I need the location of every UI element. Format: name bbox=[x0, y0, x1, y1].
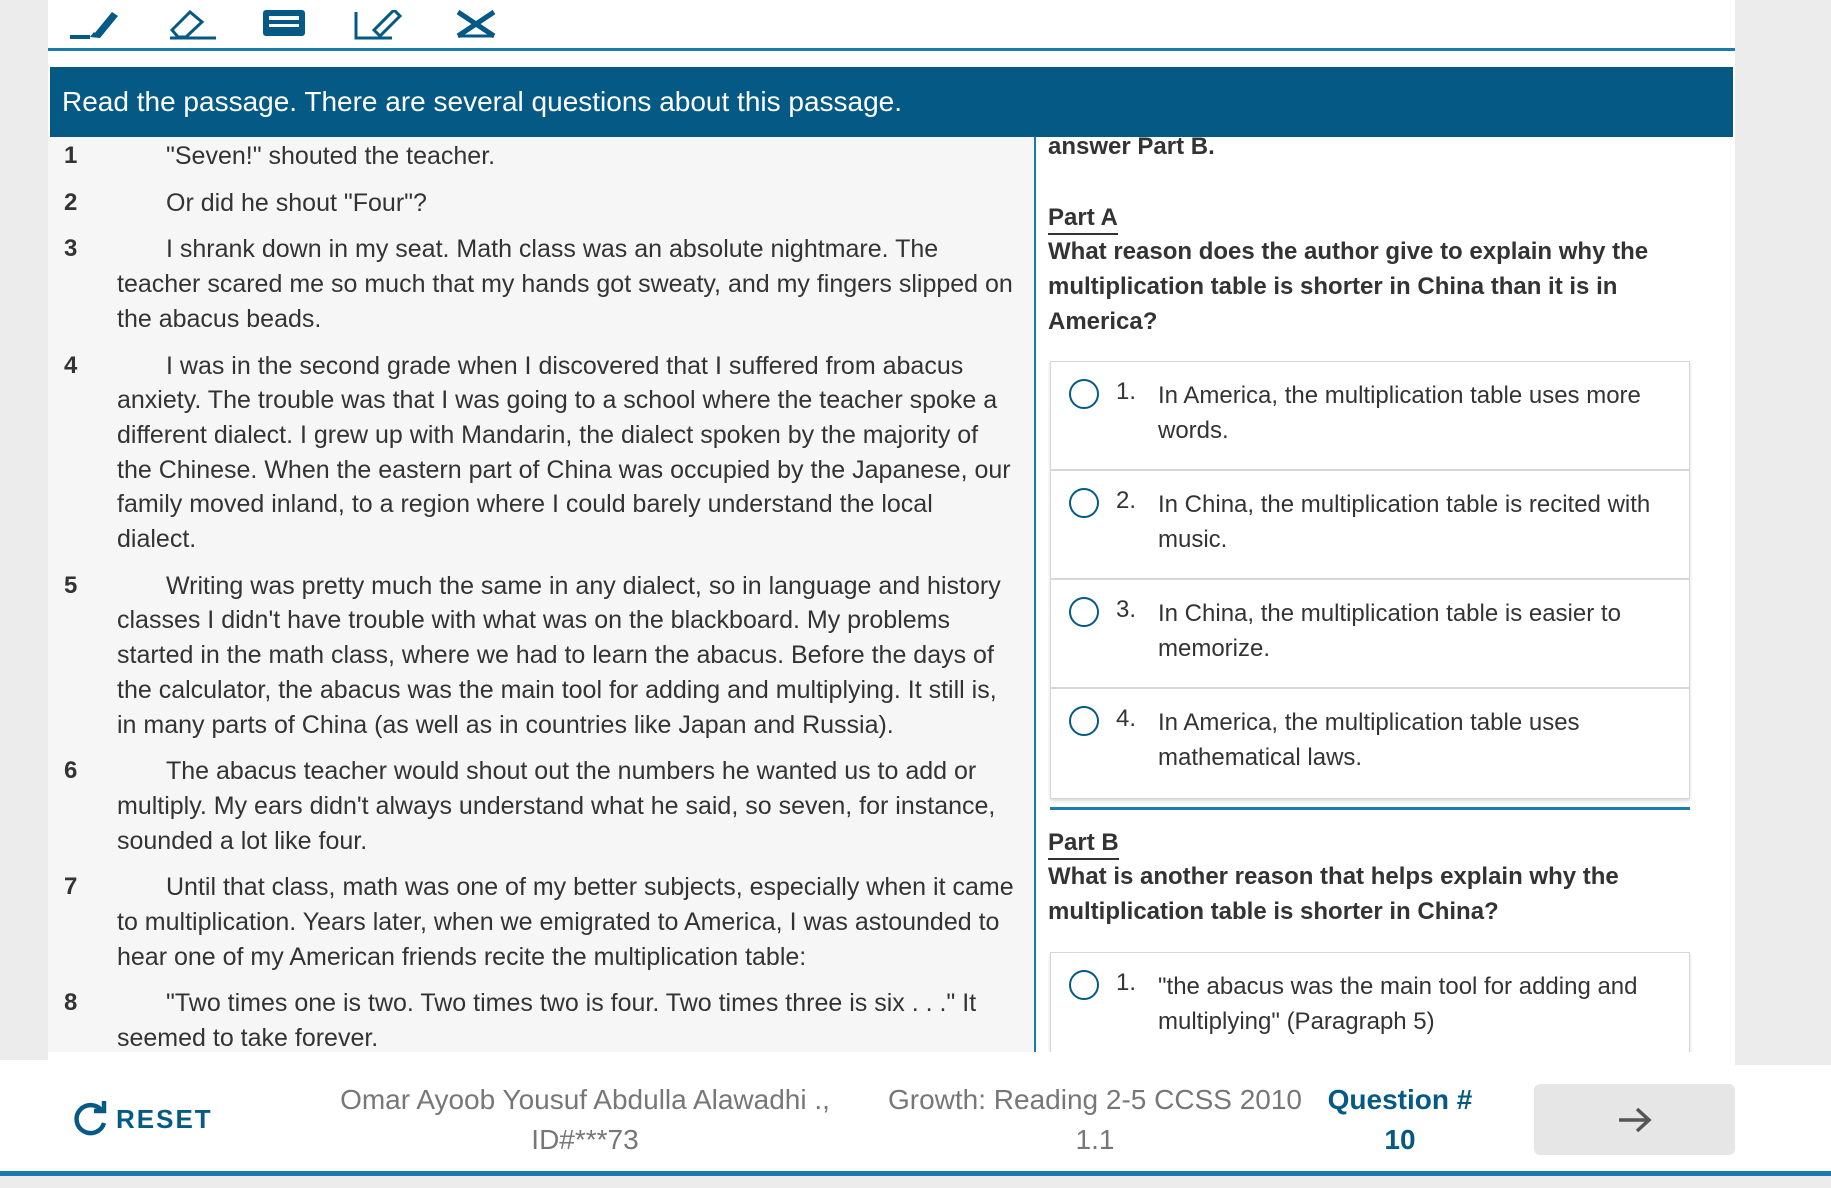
right-gutter bbox=[1735, 0, 1831, 1188]
radio-button[interactable] bbox=[1069, 379, 1099, 409]
paragraph-line: started in the math class, where we had to learn the abacus. Before the days of bbox=[117, 641, 994, 670]
passage-paragraph bbox=[48, 232, 1035, 336]
paragraph-line: different dialect. I grew up with Mandarin, the dialect spoken by the majority of bbox=[117, 420, 979, 449]
next-button[interactable] bbox=[1534, 1084, 1735, 1155]
student-name: Omar Ayoob Yousuf Abdulla Alawadhi ., bbox=[340, 1084, 830, 1115]
test-version: 1.1 bbox=[1075, 1124, 1115, 1155]
choice-text: In America, the multiplication table uses more words. bbox=[1158, 382, 1641, 444]
paragraph-number: 4 bbox=[64, 351, 78, 379]
student-info bbox=[300, 1080, 870, 1160]
paragraph-line: Writing was pretty much the same in any dialect, so in language and history bbox=[166, 571, 1001, 600]
paragraph-line: "Seven!" shouted the teacher. bbox=[166, 142, 496, 170]
radio-button[interactable] bbox=[1069, 597, 1099, 627]
paragraph-number: 7 bbox=[64, 873, 78, 901]
part-b-label: Part B bbox=[1048, 828, 1119, 860]
left-gutter bbox=[0, 0, 48, 1060]
choice-text: In China, the multiplication table is easier to memorize. bbox=[1158, 600, 1621, 662]
paragraph-line: the abacus beads. bbox=[117, 304, 322, 333]
passage-paragraph bbox=[48, 754, 1035, 858]
part-a-label: Part A bbox=[1048, 203, 1118, 235]
paragraph-line: multiply. My ears didn't always understand what he said, so seven, for instance, bbox=[117, 791, 996, 820]
question-number-label: Question # bbox=[1327, 1084, 1473, 1115]
reading-passage[interactable] bbox=[48, 137, 1035, 1052]
paragraph-line: classes I didn't have trouble with what was on the blackboard. My problems bbox=[117, 606, 950, 635]
paragraph-line: hear one of my American friends recite the multiplication table: bbox=[117, 942, 807, 971]
test-name: Growth: Reading 2-5 CCSS 2010 bbox=[888, 1084, 1302, 1115]
paragraph-number: 8 bbox=[64, 989, 78, 1017]
arrow-right-icon bbox=[1615, 1105, 1655, 1135]
reset-icon bbox=[70, 1099, 110, 1139]
answer-choice[interactable] bbox=[1051, 580, 1689, 689]
question-panel[interactable] bbox=[1036, 137, 1733, 1052]
paragraph-line: the calculator, the abacus was the main tool for adding and multiplying. It still is, bbox=[117, 675, 997, 704]
paragraph-line: teacher scared me so much that my hands got sweaty, and my fingers slipped on bbox=[117, 270, 1013, 299]
part-b-question: What is another reason that helps explain why the multiplication table is shorter in China? bbox=[1048, 863, 1619, 925]
paragraph-number: 2 bbox=[64, 188, 78, 216]
passage-paragraph bbox=[48, 986, 1035, 1052]
print-icon[interactable] bbox=[254, 0, 314, 40]
part-separator bbox=[1050, 807, 1690, 810]
paragraph-line: Until that class, math was one of my better subjects, especially when it came bbox=[166, 873, 1014, 902]
radio-button[interactable] bbox=[1069, 706, 1099, 736]
close-tools-icon[interactable] bbox=[446, 0, 506, 40]
paragraph-line: The abacus teacher would shout out the numbers he wanted us to add or bbox=[166, 757, 977, 786]
paragraph-number: 6 bbox=[64, 757, 78, 785]
paragraph-line: dialect. bbox=[117, 525, 197, 554]
reset-label: RESET bbox=[116, 1103, 213, 1134]
question-number-value: 10 bbox=[1384, 1124, 1416, 1155]
paragraph-line: I shrank down in my seat. Math class was an absolute nightmare. The bbox=[166, 235, 939, 264]
part-a-question: What reason does the author give to explain why the multiplication table is shorter in China than it is in America? bbox=[1048, 238, 1649, 335]
question-context-text: answer Part B. bbox=[1048, 137, 1215, 160]
passage-instructions-banner: Read the passage. There are several questions about this passage. bbox=[50, 67, 1733, 137]
part-b-choices bbox=[1050, 952, 1690, 1052]
toolbar bbox=[48, 0, 1735, 51]
choice-number: 2. bbox=[1116, 487, 1137, 514]
answer-choice[interactable] bbox=[1051, 471, 1689, 580]
choice-text: In America, the multiplication table uses mathematical laws. bbox=[1158, 709, 1580, 771]
paragraph-line: family moved inland, to a region where I could barely understand the local bbox=[117, 490, 933, 519]
eraser-icon[interactable] bbox=[160, 0, 220, 40]
paragraph-line: Or did he shout "Four"? bbox=[166, 188, 427, 217]
answer-choice[interactable] bbox=[1051, 689, 1689, 798]
part-a-choices bbox=[1050, 361, 1690, 799]
answer-choice[interactable] bbox=[1051, 953, 1689, 1052]
notepad-icon[interactable] bbox=[350, 0, 410, 40]
reset-button[interactable] bbox=[70, 1097, 213, 1141]
radio-button[interactable] bbox=[1069, 970, 1099, 1000]
paragraph-number: 3 bbox=[64, 235, 78, 263]
test-info bbox=[880, 1080, 1310, 1160]
paragraph-line: in many parts of China (as well as in countries like Japan and Russia). bbox=[117, 710, 894, 739]
paragraph-line: "Two times one is two. Two times two is four. Two times three is six . . ." It bbox=[166, 989, 977, 1018]
passage-paragraph bbox=[48, 569, 1035, 743]
paragraph-line: the Chinese. When the eastern part of China was occupied by the Japanese, our bbox=[117, 455, 1011, 484]
passage-paragraph bbox=[48, 349, 1035, 557]
choice-number: 1. bbox=[1116, 378, 1137, 405]
question-number-indicator bbox=[1310, 1080, 1490, 1160]
radio-button[interactable] bbox=[1069, 488, 1099, 518]
passage-paragraph bbox=[48, 186, 1035, 221]
student-id: ID#***73 bbox=[531, 1124, 639, 1155]
passage-paragraph bbox=[48, 870, 1035, 974]
paragraph-line: seemed to take forever. bbox=[117, 1024, 379, 1052]
paragraph-line: I was in the second grade when I discovered that I suffered from abacus bbox=[166, 351, 964, 380]
passage-paragraph bbox=[48, 139, 1035, 174]
choice-number: 3. bbox=[1116, 596, 1137, 623]
paragraph-line: anxiety. The trouble was that I was going to a school where the teacher spoke a bbox=[117, 386, 998, 415]
choice-number: 1. bbox=[1116, 969, 1137, 996]
paragraph-number: 1 bbox=[64, 142, 78, 169]
choice-text: "the abacus was the main tool for adding and multiplying" (Paragraph 5) bbox=[1158, 973, 1638, 1035]
footer-bottom-gutter bbox=[0, 1176, 1831, 1188]
choice-number: 4. bbox=[1116, 705, 1137, 732]
answer-choice[interactable] bbox=[1051, 362, 1689, 471]
paragraph-line: to multiplication. Years later, when we emigrated to America, I was astounded to bbox=[117, 908, 1000, 937]
paragraph-number: 5 bbox=[64, 571, 78, 599]
choice-text: In China, the multiplication table is recited with music. bbox=[1158, 491, 1651, 553]
paragraph-line: sounded a lot like four. bbox=[117, 826, 368, 855]
highlighter-icon[interactable] bbox=[64, 0, 124, 40]
